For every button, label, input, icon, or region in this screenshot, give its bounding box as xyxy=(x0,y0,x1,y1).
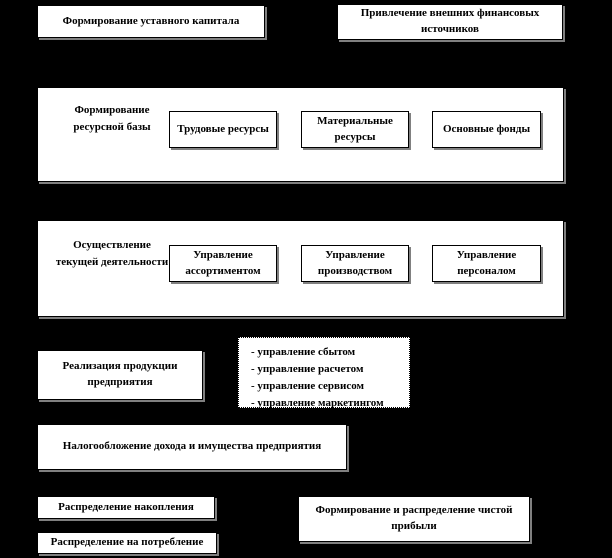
box-taxation: Налогообложение дохода и имущества предприятия xyxy=(37,424,347,470)
box-external-sources: Привлечение внешних финансовых источников xyxy=(337,4,563,40)
management-list-item-sales: - управление сбытом xyxy=(251,346,356,358)
box-net-profit-distribution: Формирование и распределение чистой прибыли xyxy=(298,496,530,542)
box-management-list xyxy=(238,337,410,408)
box-material-resources: Материальные ресурсы xyxy=(301,111,409,148)
box-labor-resources: Трудовые ресурсы xyxy=(169,111,277,148)
management-list-item-marketing: - управление маркетингом xyxy=(251,397,384,409)
section-current-operations xyxy=(37,220,564,317)
current-operations-label: Осуществление текущей деятельности xyxy=(55,239,169,269)
box-assortment-management: Управление ассортиментом xyxy=(169,245,277,282)
management-list-item-settlements: - управление расчетом xyxy=(251,363,364,375)
resource-base-label: Формирование ресурсной базы xyxy=(73,104,151,134)
management-list-item-service: - управление сервисом xyxy=(251,380,364,392)
box-product-sales: Реализация продукции предприятия xyxy=(37,350,203,400)
box-consumption-distribution: Распределение на потребление xyxy=(37,532,217,554)
box-charter-capital: Формирование уставного капитала xyxy=(37,5,265,38)
section-resource-base xyxy=(37,87,564,182)
box-fixed-assets: Основные фонды xyxy=(432,111,541,148)
box-personnel-management: Управление персоналом xyxy=(432,245,541,282)
box-production-management: Управление производством xyxy=(301,245,409,282)
box-accumulation-distribution: Распределение накопления xyxy=(37,496,215,519)
